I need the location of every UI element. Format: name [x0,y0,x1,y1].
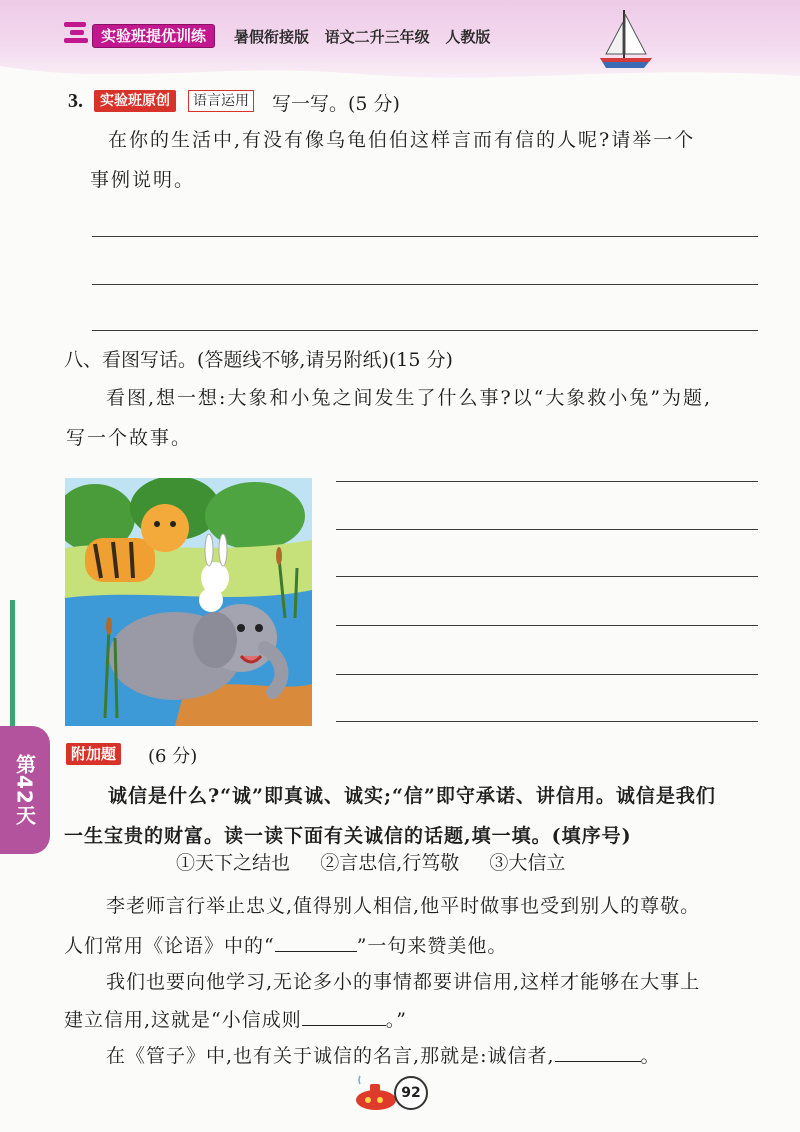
paragraph-3 [106,1036,661,1076]
edition-info: 暑假衔接版 语文二升三年级 人教版 [234,28,491,46]
elephant-rabbit-illustration [65,478,312,726]
bonus-intro-cont: 一生宝贵的财富。读一读下面有关诚信的话题,填一填。(填序号) [64,825,632,847]
answer-line[interactable] [92,236,758,237]
original-tag: 实验班原创 [94,90,176,112]
question-prompt: 在你的生活中,有没有像乌龟伯伯这样言而有信的人呢?请举一个 [108,129,696,151]
paragraph-1-cont [64,926,507,966]
section-prompt: 看图,想一想:大象和小兔之间发生了什么事?以“大象救小兔”为题, [106,387,713,409]
side-strip [10,600,15,726]
answer-options: ①天下之结也 ②言忠信,行笃敬 ③大信立 [176,852,566,874]
bonus-score: (6 分) [148,746,198,767]
fill-blank-3[interactable] [555,1041,641,1062]
writing-line[interactable] [336,481,758,482]
answer-line[interactable] [92,330,758,331]
bonus-tag: 附加题 [66,743,121,765]
writing-line[interactable] [336,529,758,530]
writing-line[interactable] [336,674,758,675]
paragraph-3-text-b: 。 [640,1045,661,1067]
paragraph-2-text-a: 建立信用,这就是“小信成则 [64,1009,302,1031]
header-wave [0,60,800,92]
day-tab: 第42天 [0,726,50,854]
paragraph-2-cont [64,1000,407,1040]
paragraph-1-text-a: 人们常用《论语》中的“ [64,935,275,957]
answer-line[interactable] [92,284,758,285]
question-prompt-cont: 事例说明。 [90,169,196,191]
paragraph-2-text-b: 。” [385,1009,407,1031]
section-prompt-cont: 写一个故事。 [66,427,193,449]
paragraph-1: 李老师言行举止忠义,值得别人相信,他平时做事也受到别人的尊敬。 [106,895,701,917]
writing-line[interactable] [336,625,758,626]
category-tag: 语言运用 [188,90,254,112]
writing-line[interactable] [336,576,758,577]
question-number: 3. [68,90,83,112]
paragraph-3-text-a: 在《管子》中,也有关于诚信的名言,那就是:诚信者, [106,1045,555,1067]
sailboat-icon [594,8,658,74]
page-number: 92 [394,1076,428,1110]
paragraph-2: 我们也要向他学习,无论多小的事情都要讲信用,这样才能够在大事上 [106,971,701,993]
bonus-intro: 诚信是什么?“诚”即真诚、诚实;“信”即守承诺、讲信用。诚信是我们 [108,785,716,807]
writing-line[interactable] [336,721,758,722]
question-title: 写一写。(5 分) [272,93,400,115]
brand-label: 实验班提优训练 [92,24,215,48]
fill-blank-1[interactable] [275,931,357,952]
section-title: 八、看图写话。(答题线不够,请另附纸)(15 分) [64,349,453,371]
paragraph-1-text-b: ”一句来赞美他。 [356,935,508,957]
fill-blank-2[interactable] [302,1005,386,1026]
